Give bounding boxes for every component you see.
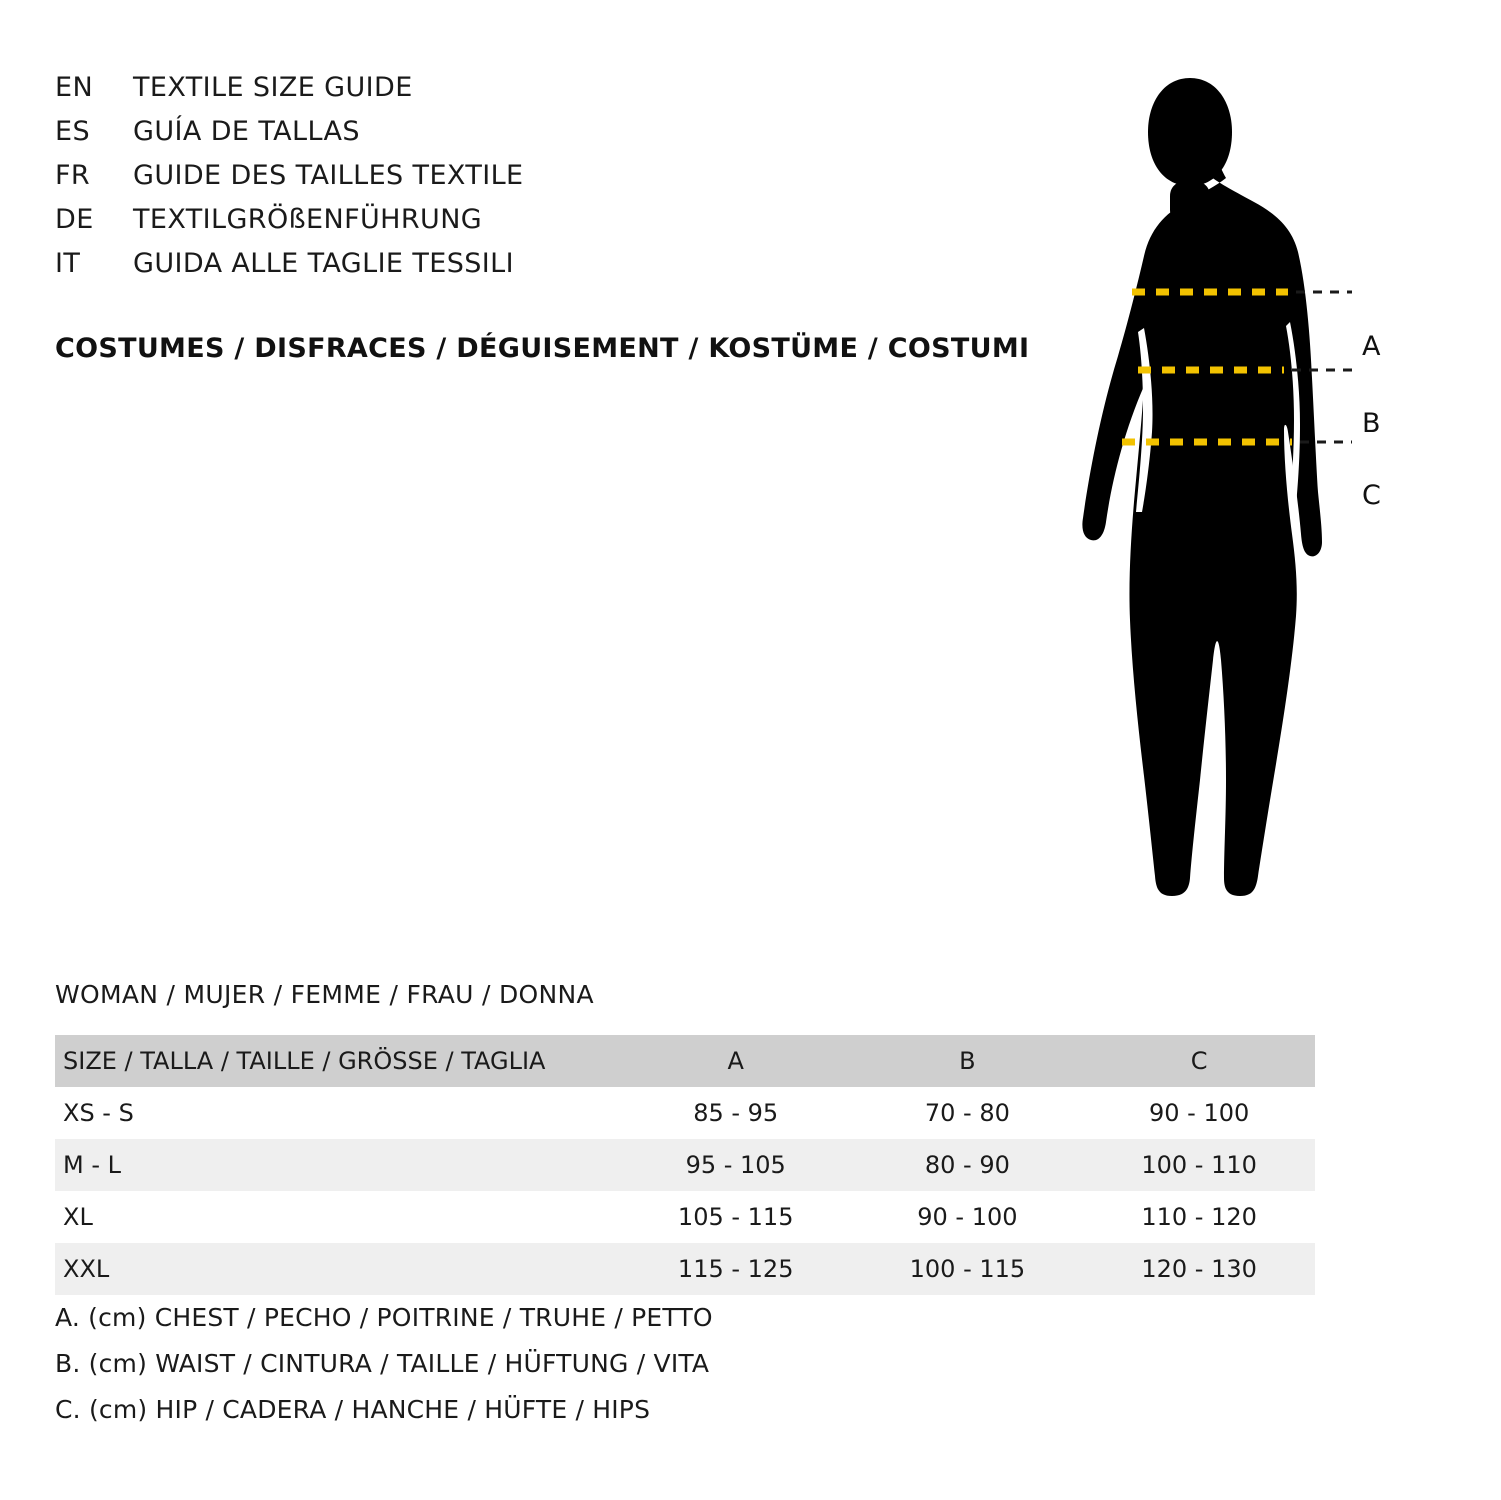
- column-header-size: SIZE / TALLA / TAILLE / GRÖSSE / TAGLIA: [63, 1047, 546, 1075]
- cell-waist: 100 - 115: [909, 1255, 1026, 1283]
- cell-waist: 80 - 90: [924, 1151, 1010, 1179]
- female-silhouette-figure: [1040, 60, 1460, 940]
- column-header-b: B: [959, 1047, 976, 1075]
- size-table: [55, 1035, 1315, 1295]
- table-group-title: WOMAN / MUJER / FEMME / FRAU / DONNA: [55, 980, 594, 1009]
- language-row: [55, 72, 775, 116]
- language-row: [55, 160, 775, 204]
- language-title: TEXTILGRÖßENFÜHRUNG: [133, 204, 483, 235]
- language-title: GUÍA DE TALLAS: [133, 116, 360, 147]
- language-header-block: [55, 72, 775, 292]
- legend-waist: B. (cm) WAIST / CINTURA / TAILLE / HÜFTUNG / VITA: [55, 1349, 710, 1378]
- cell-size: XXL: [63, 1255, 110, 1283]
- legend-chest: A. (cm) CHEST / PECHO / POITRINE / TRUHE / PETTO: [55, 1303, 713, 1332]
- language-row: [55, 204, 775, 248]
- column-header-c: C: [1190, 1047, 1208, 1075]
- cell-waist: 70 - 80: [924, 1099, 1010, 1127]
- language-code: IT: [55, 248, 81, 279]
- language-code: DE: [55, 204, 94, 235]
- category-line: COSTUMES / DISFRACES / DÉGUISEMENT / KOSTÜME / COSTUMI: [55, 333, 1030, 364]
- cell-size: XL: [63, 1203, 93, 1231]
- cell-size: M - L: [63, 1151, 121, 1179]
- cell-size: XS - S: [63, 1099, 134, 1127]
- measure-label-a: A: [1362, 331, 1381, 362]
- cell-hip: 110 - 120: [1141, 1203, 1257, 1231]
- language-row: [55, 248, 775, 292]
- measure-label-b: B: [1362, 408, 1381, 439]
- language-code: ES: [55, 116, 90, 147]
- cell-waist: 90 - 100: [917, 1203, 1018, 1231]
- measure-label-c: C: [1362, 480, 1381, 511]
- cell-hip: 120 - 130: [1141, 1255, 1257, 1283]
- cell-hip: 100 - 110: [1141, 1151, 1257, 1179]
- table-row: [55, 1191, 1315, 1243]
- size-table-body: [55, 1087, 1315, 1295]
- table-row: [55, 1087, 1315, 1139]
- cell-hip: 90 - 100: [1148, 1099, 1250, 1127]
- column-header-a: A: [727, 1047, 744, 1075]
- measurement-legend: [55, 1295, 1055, 1433]
- language-code: EN: [55, 72, 94, 103]
- language-title: TEXTILE SIZE GUIDE: [133, 72, 413, 103]
- table-header-row: [55, 1035, 1315, 1087]
- table-row: [55, 1139, 1315, 1191]
- cell-chest: 85 - 95: [693, 1099, 779, 1127]
- language-row: [55, 116, 775, 160]
- language-code: FR: [55, 160, 91, 191]
- legend-hip: C. (cm) HIP / CADERA / HANCHE / HÜFTE / HIPS: [55, 1395, 651, 1424]
- cell-chest: 115 - 125: [677, 1255, 794, 1283]
- size-table-head: [55, 1035, 1315, 1087]
- cell-chest: 105 - 115: [677, 1203, 794, 1231]
- language-title: GUIDA ALLE TAGLIE TESSILI: [133, 248, 514, 279]
- table-row: [55, 1243, 1315, 1295]
- silhouette-icon: [1040, 60, 1460, 940]
- cell-chest: 95 - 105: [685, 1151, 786, 1179]
- language-title: GUIDE DES TAILLES TEXTILE: [133, 160, 524, 191]
